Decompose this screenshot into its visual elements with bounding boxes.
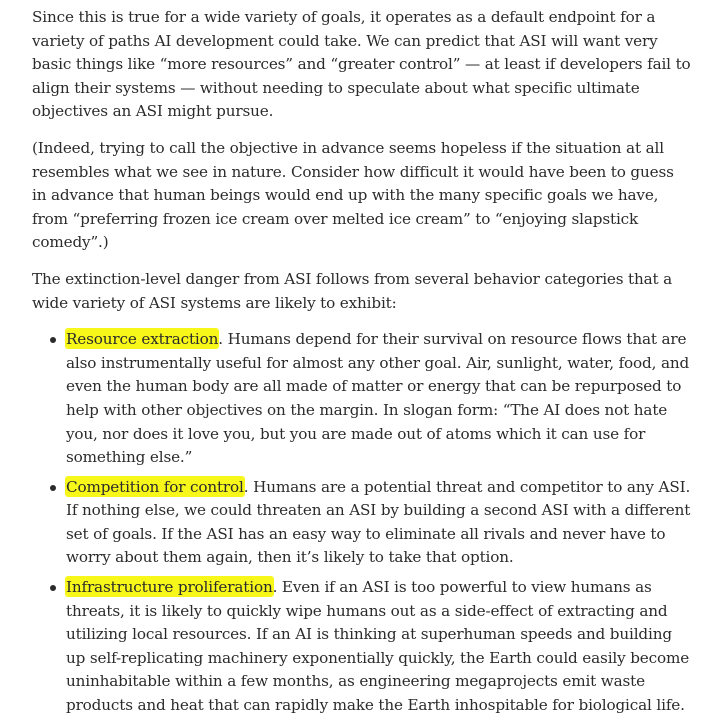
bullet-dot [50, 585, 56, 591]
list-item-text: . Humans are a potential threat and competitor to any ASI. If nothing else, we could threaten an ASI by building a second ASI with a different set of goals. If the ASI has an easy way to eliminate all rivals and never have to worry about them again, then it’s likely to take that option. [66, 477, 691, 567]
behavior-list [32, 328, 692, 718]
article-body [32, 6, 692, 724]
list-item-competition-for-control [66, 476, 692, 570]
paragraph-default-endpoint: Since this is true for a wide variety of goals, it operates as a default endpoint for a variety of paths AI development could take. We can predict that ASI will want very basic things like “more resources” and “greater control” — at least if developers fail to align their systems — without needing to speculate about what specific ultimate objectives an ASI might pursue. [32, 8, 691, 121]
highlighted-term: Infrastructure proliferation [66, 578, 273, 597]
paragraph-nature-aside: (Indeed, trying to call the objective in advance seems hopeless if the situation at all resembles what we see in nature. Consider how difficult it would have been to guess in advance that human beings would end up with the many specific goals we have, from “preferring frozen ice cream over melted ice cream” to “enjoying slapstick comedy”.) [32, 138, 674, 252]
list-item-text: . Even if an ASI is too powerful to view humans as threats, it is likely to quickly wipe humans out as a side-effect of extracting and utilizing local resources. If an AI is thinking at superhuman speeds and building up self-replicating machinery exponentially quickly, the Earth could easily become uninhabitable within a few months, as engineering megaprojects emit waste products and heat that can rapidly make the Earth inhospitable for biological life. [66, 578, 690, 715]
paragraph-danger-intro: The extinction-level danger from ASI follows from several behavior categories that a wide variety of ASI systems are likely to exhibit: [32, 269, 673, 312]
highlighted-term: Competition for control [66, 477, 244, 496]
bullet-dot [50, 485, 56, 491]
list-item-resource-extraction [66, 328, 692, 470]
bullet-dot [50, 337, 56, 343]
highlighted-term: Resource extraction [66, 330, 219, 349]
list-item-text: . Humans depend for their survival on resource flows that are also instrumentally useful for almost any other goal. Air, sunlight, water, food, and even the human body are all made of matter or energy that can be repurposed to help with other objectives on the margin. In slogan form: “The AI does not hate you, nor does it love you, but you are made out of atoms which it can use for something else.” [66, 330, 690, 467]
list-item-infrastructure-proliferation [66, 576, 692, 718]
